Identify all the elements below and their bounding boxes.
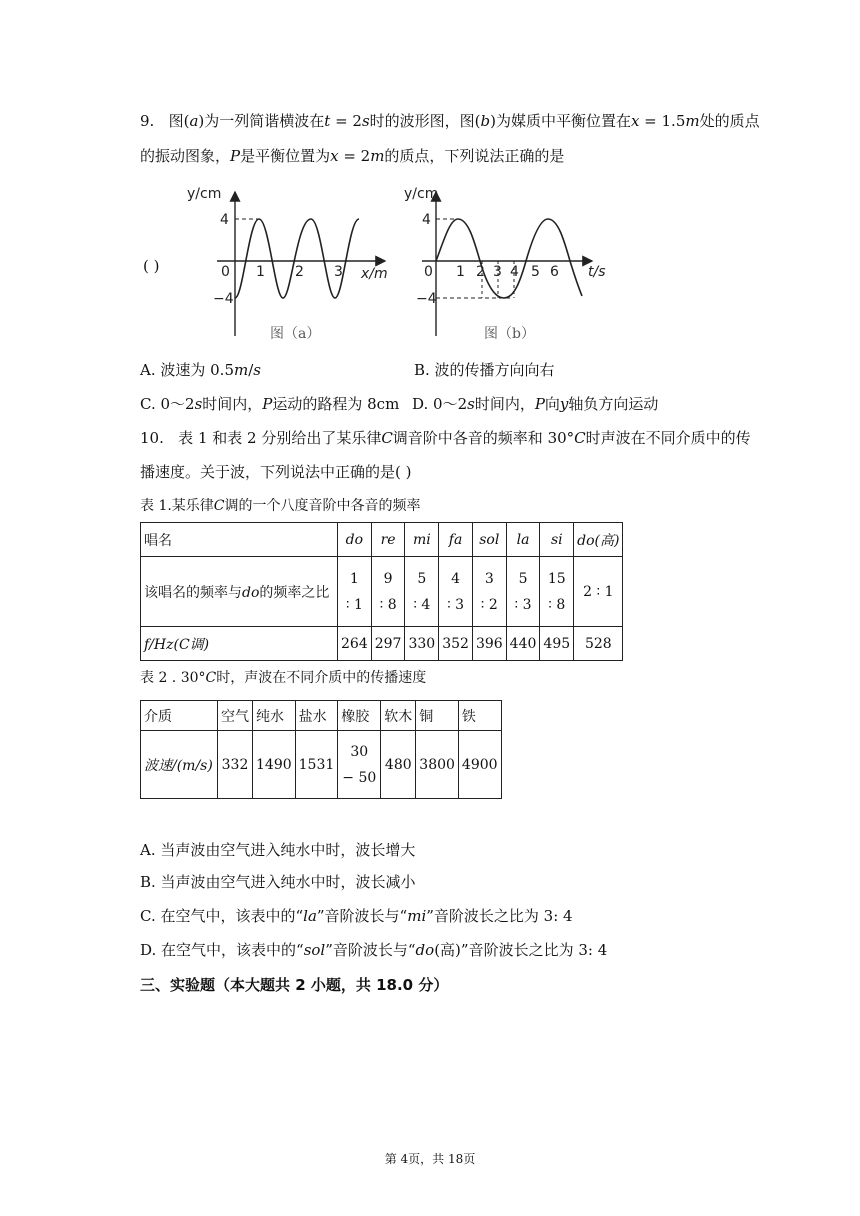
table1-note: 𝑠𝑖 <box>540 523 574 557</box>
graph-a-tick-x-3: 3 <box>334 264 343 280</box>
wave-graph-a <box>175 178 395 348</box>
graph-a-y-label: y/cm <box>187 186 222 202</box>
graph-b-tick-x-3: 3 <box>493 264 502 280</box>
section-3-heading: 三、实验题（本大题共 2 小题，共 18.0 分） <box>140 976 449 994</box>
table1-ratio: 3 ∶ 2 <box>472 557 506 627</box>
graph-a-tick-x-2: 2 <box>295 264 304 280</box>
table1-note: 𝑑𝑜 <box>338 523 372 557</box>
table1-ratio-row <box>141 557 623 627</box>
table2-title: 表 2 . 30°𝐶时，声波在不同介质中的传播速度 <box>140 670 427 686</box>
table1-header-label: 唱名 <box>141 523 338 557</box>
table2-speed: 4900 <box>458 731 501 799</box>
table2-speed: 332 <box>218 731 253 799</box>
q10-stem-line1: 10. 表 1 和表 2 分别给出了某乐律𝐶调音阶中各音的频率和 30°𝐶时声波在不同介质中的传 <box>140 429 751 447</box>
graph-b-caption: 图（b） <box>484 326 535 342</box>
table2-medium: 铁 <box>458 701 501 731</box>
graph-a-caption: 图（a） <box>270 326 321 342</box>
table1-ratio: 15 ∶ 8 <box>540 557 574 627</box>
graph-b-y-label: y/cm <box>404 186 439 202</box>
vibration-graph-b <box>400 178 620 348</box>
graph-a-tick-x-1: 1 <box>256 264 265 280</box>
q10-option-b: B. 当声波由空气进入纯水中时，波长减小 <box>140 873 416 891</box>
table2-medium: 铜 <box>416 701 459 731</box>
table2-speed: 30 − 50 <box>338 731 381 799</box>
q10-option-d: D. 在空气中，该表中的“𝑠𝑜𝑙”音阶波长与“𝑑𝑜(高)”音阶波长之比为 3: 4 <box>140 941 608 959</box>
table1-ratio: 5 ∶ 3 <box>506 557 540 627</box>
q9-option-b: B. 波的传播方向向右 <box>414 361 555 379</box>
table2-header-label: 介质 <box>141 701 218 731</box>
graph-a-tick-y-neg4: −4 <box>213 291 234 307</box>
table1-ratio: 2 ∶ 1 <box>574 557 623 627</box>
table1-ratio: 4 ∶ 3 <box>439 557 473 627</box>
graph-b-tick-x-5: 5 <box>531 264 540 280</box>
q9-option-c: C. 0～2𝑠时间内，𝑃运动的路程为 8cm <box>140 395 400 413</box>
table1-freq: 495 <box>540 627 574 661</box>
graph-a-tick-x-0: 0 <box>221 264 230 280</box>
q10-stem-line2: 播速度。关于波，下列说法中正确的是( ) <box>140 463 412 481</box>
graph-b-x-label: t/s <box>588 264 606 280</box>
table1-freq: 264 <box>338 627 372 661</box>
table1-note: 𝑚𝑖 <box>405 523 439 557</box>
table1-freq-label: 𝑓/𝐻𝑧(𝐶调) <box>141 627 338 661</box>
q9-stem-line2: 的振动图象，𝑃是平衡位置为𝑥 = 2𝑚的质点，下列说法正确的是 <box>140 147 565 165</box>
table1-ratio-label: 该唱名的频率与𝑑𝑜的频率之比 <box>141 557 338 627</box>
graph-b-tick-x-0: 0 <box>424 264 433 280</box>
table1-freq-row <box>141 627 623 661</box>
table2-sound-speeds <box>140 700 502 799</box>
table2-medium: 软木 <box>381 701 416 731</box>
table2-speed: 3800 <box>416 731 459 799</box>
table1-note: 𝑠𝑜𝑙 <box>472 523 506 557</box>
table2-speed-row <box>141 731 502 799</box>
table1-note: 𝑓𝑎 <box>439 523 473 557</box>
table1-ratio: 5 ∶ 4 <box>405 557 439 627</box>
graph-a-tick-y-4: 4 <box>220 212 229 228</box>
graph-b-tick-x-1: 1 <box>456 264 465 280</box>
graph-a-x-label: x/m <box>361 266 388 282</box>
table2-speed: 480 <box>381 731 416 799</box>
table1-freq: 396 <box>472 627 506 661</box>
table1-scale-frequencies <box>140 522 623 661</box>
graph-b-tick-x-2: 2 <box>476 264 485 280</box>
table1-note: 𝑙𝑎 <box>506 523 540 557</box>
table1-freq: 352 <box>439 627 473 661</box>
table1-note: 𝑟𝑒 <box>371 523 405 557</box>
q9-option-a: A. 波速为 0.5𝑚/𝑠 <box>140 361 261 379</box>
q9-number: 9. <box>140 112 155 130</box>
table1-freq: 528 <box>574 627 623 661</box>
q10-option-c: C. 在空气中，该表中的“𝑙𝑎”音阶波长与“𝑚𝑖”音阶波长之比为 3: 4 <box>140 907 573 925</box>
table1-ratio: 1 ∶ 1 <box>338 557 372 627</box>
table2-medium: 盐水 <box>295 701 338 731</box>
table1-ratio: 9 ∶ 8 <box>371 557 405 627</box>
graph-b-tick-y-neg4: −4 <box>416 291 437 307</box>
q9-option-d: D. 0～2𝑠时间内，𝑃向𝑦轴负方向运动 <box>412 395 659 413</box>
table1-title: 表 1.某乐律𝐶调的一个八度音阶中各音的频率 <box>140 498 421 514</box>
table1-note: 𝑑𝑜(高) <box>574 523 623 557</box>
table2-speed: 1490 <box>253 731 296 799</box>
graph-b-tick-y-4: 4 <box>422 212 431 228</box>
q10-number: 10. <box>140 429 164 447</box>
page-footer: 第 4页，共 18页 <box>384 1152 476 1166</box>
graph-b-tick-x-6: 6 <box>550 264 559 280</box>
table2-speed: 1531 <box>295 731 338 799</box>
table1-freq: 330 <box>405 627 439 661</box>
graph-b-tick-x-4: 4 <box>510 264 519 280</box>
table2-speed-label: 波速/(𝑚/𝑠) <box>141 731 218 799</box>
q9-answer-bracket: ( ) <box>143 257 160 275</box>
table2-medium: 空气 <box>218 701 253 731</box>
table1-freq: 297 <box>371 627 405 661</box>
q10-option-a: A. 当声波由空气进入纯水中时，波长增大 <box>140 841 416 859</box>
table1-header-row <box>141 523 623 557</box>
table1-freq: 440 <box>506 627 540 661</box>
table2-medium: 纯水 <box>253 701 296 731</box>
table2-header-row <box>141 701 502 731</box>
q9-stem-line1: 9. 图(𝑎)为一列简谐横波在𝑡 = 2𝑠时的波形图，图(𝑏)为媒质中平衡位置在𝑥 = 1.5𝑚处的质点 <box>140 112 760 130</box>
table2-medium: 橡胶 <box>338 701 381 731</box>
